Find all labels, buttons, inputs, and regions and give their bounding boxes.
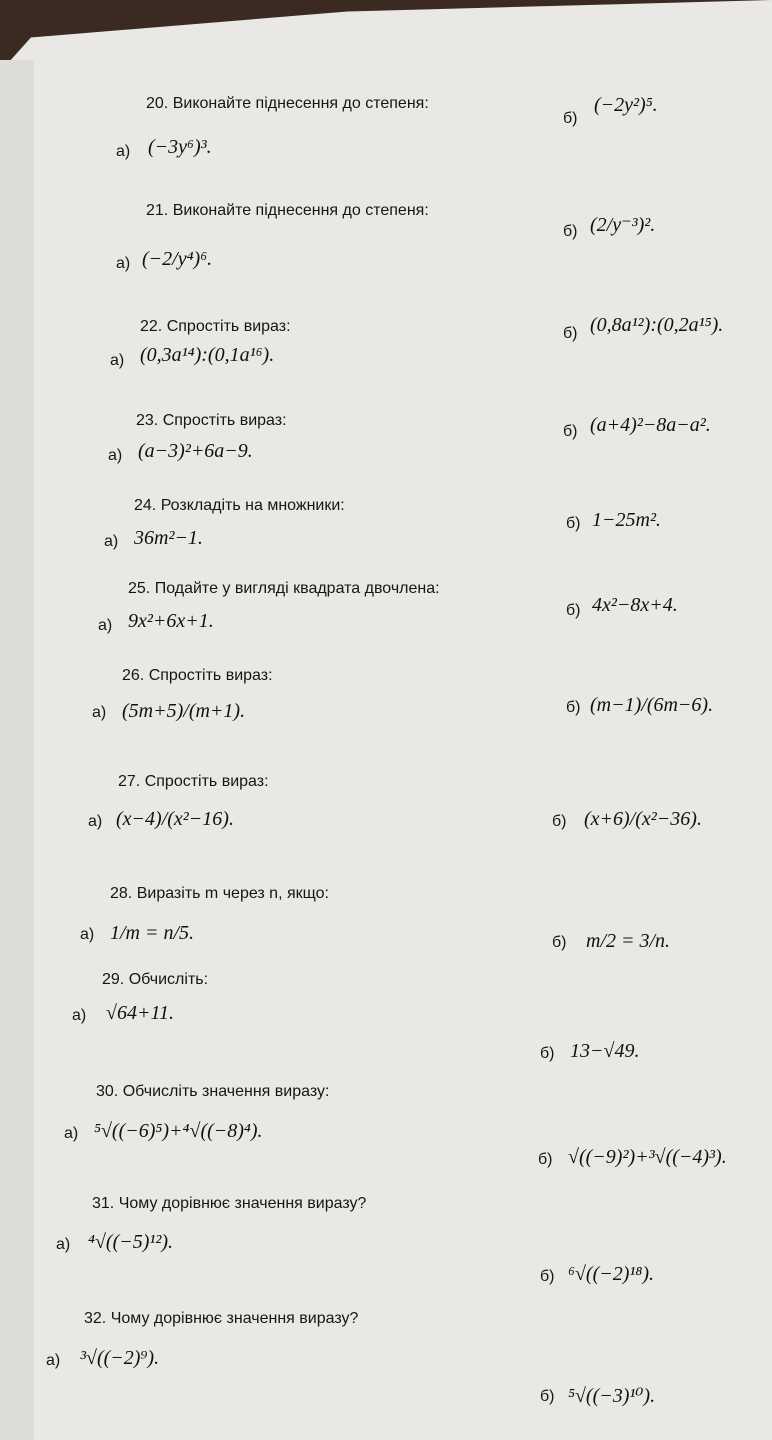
option-b-label: б) <box>563 110 578 127</box>
option-a-label: а) <box>46 1352 61 1369</box>
option-b-label: б) <box>540 1045 555 1062</box>
problem-title: Подайте у вигляді квадрата двочлена: <box>154 580 440 597</box>
problem-title: Обчисліть значення виразу: <box>122 1083 330 1100</box>
problem-title: Чому дорівнює значення виразу? <box>118 1195 367 1212</box>
expression-b: (a+4)²−8a−a². <box>590 414 711 436</box>
problem-title: Виконайте піднесення до степеня: <box>172 202 429 219</box>
problem-title: Спростіть вираз: <box>148 667 273 684</box>
option-b-label: б) <box>563 325 578 342</box>
expression-a: ³√((−2)⁹). <box>80 1347 160 1369</box>
problem-number: 31. <box>92 1195 115 1212</box>
problem-title: Виконайте піднесення до степеня: <box>172 95 429 112</box>
problem-title: Розкладіть на множники: <box>160 497 345 514</box>
expression-b: ⁶√((−2)¹⁸). <box>568 1263 655 1285</box>
problem-number: 24. <box>134 497 157 514</box>
expression-b: 4x²−8x+4. <box>592 594 678 616</box>
expression-a: (−3y⁶)³. <box>148 136 212 158</box>
expression-a: (−2/y⁴)⁶. <box>142 248 213 270</box>
expression-b: 1−25m². <box>592 509 661 531</box>
expression-a: ⁴√((−5)¹²). <box>88 1231 174 1253</box>
expression-b: (−2y²)⁵. <box>594 94 658 116</box>
expression-a: (0,3a¹⁴):(0,1a¹⁶). <box>140 344 275 366</box>
option-b-label: б) <box>563 223 578 240</box>
option-b-label: б) <box>552 934 567 951</box>
option-b-label: б) <box>540 1388 555 1405</box>
problem-number: 21. <box>146 202 169 219</box>
option-b-label: б) <box>566 515 581 532</box>
expression-b: (2/y⁻³)². <box>590 214 656 236</box>
expression-b: ⁵√((−3)¹⁰). <box>568 1385 656 1407</box>
expression-a: ⁵√((−6)⁵)+⁴√((−8)⁴). <box>94 1120 263 1142</box>
expression-a: 36m²−1. <box>134 527 203 549</box>
option-a-label: а) <box>104 533 119 550</box>
expression-b: 13−√49. <box>570 1040 640 1062</box>
expression-b: (0,8a¹²):(0,2a¹⁵). <box>590 314 724 336</box>
option-a-label: а) <box>88 813 103 830</box>
expression-a: (x−4)/(x²−16). <box>116 808 234 830</box>
option-a-label: а) <box>92 704 107 721</box>
option-a-label: а) <box>116 143 131 160</box>
problem-title: Обчисліть: <box>128 971 209 988</box>
problem-title: Спростіть вираз: <box>166 318 291 335</box>
option-a-label: а) <box>108 447 123 464</box>
problem-title: Виразіть m через n, якщо: <box>136 885 329 902</box>
problem-number: 30. <box>96 1083 119 1100</box>
problem-number: 32. <box>84 1310 107 1327</box>
problem-number: 20. <box>146 95 169 112</box>
problem-title: Чому дорівнює значення виразу? <box>110 1310 359 1327</box>
option-b-label: б) <box>566 602 581 619</box>
option-b-label: б) <box>563 423 578 440</box>
problem-title: Спростіть вираз: <box>162 412 287 429</box>
expression-a: 9x²+6x+1. <box>128 610 214 632</box>
expression-a: √64+11. <box>106 1002 174 1024</box>
expression-b: √((−9)²)+³√((−4)³). <box>568 1146 727 1168</box>
expression-b: (m−1)/(6m−6). <box>590 694 714 716</box>
problem-number: 25. <box>128 580 151 597</box>
problem-number: 26. <box>122 667 145 684</box>
expression-a: (5m+5)/(m+1). <box>122 700 246 722</box>
page-edge <box>0 60 34 1440</box>
option-b-label: б) <box>566 699 581 716</box>
option-a-label: а) <box>72 1007 87 1024</box>
problem-title: Спростіть вираз: <box>144 773 269 790</box>
problem-number: 28. <box>110 885 133 902</box>
expression-b: m/2 = 3/n. <box>586 930 671 952</box>
option-a-label: а) <box>56 1236 71 1253</box>
option-b-label: б) <box>552 813 567 830</box>
expression-a: 1/m = n/5. <box>110 922 195 944</box>
option-a-label: а) <box>80 926 95 943</box>
expression-b: (x+6)/(x²−36). <box>584 808 702 830</box>
option-a-label: а) <box>116 255 131 272</box>
problem-number: 23. <box>136 412 159 429</box>
expression-a: (a−3)²+6a−9. <box>138 440 253 462</box>
problem-number: 29. <box>102 971 125 988</box>
problem-number: 22. <box>140 318 163 335</box>
option-b-label: б) <box>540 1268 555 1285</box>
problem-number: 27. <box>118 773 141 790</box>
option-b-label: б) <box>538 1151 553 1168</box>
option-a-label: а) <box>64 1125 79 1142</box>
option-a-label: а) <box>110 352 125 369</box>
option-a-label: а) <box>98 617 113 634</box>
